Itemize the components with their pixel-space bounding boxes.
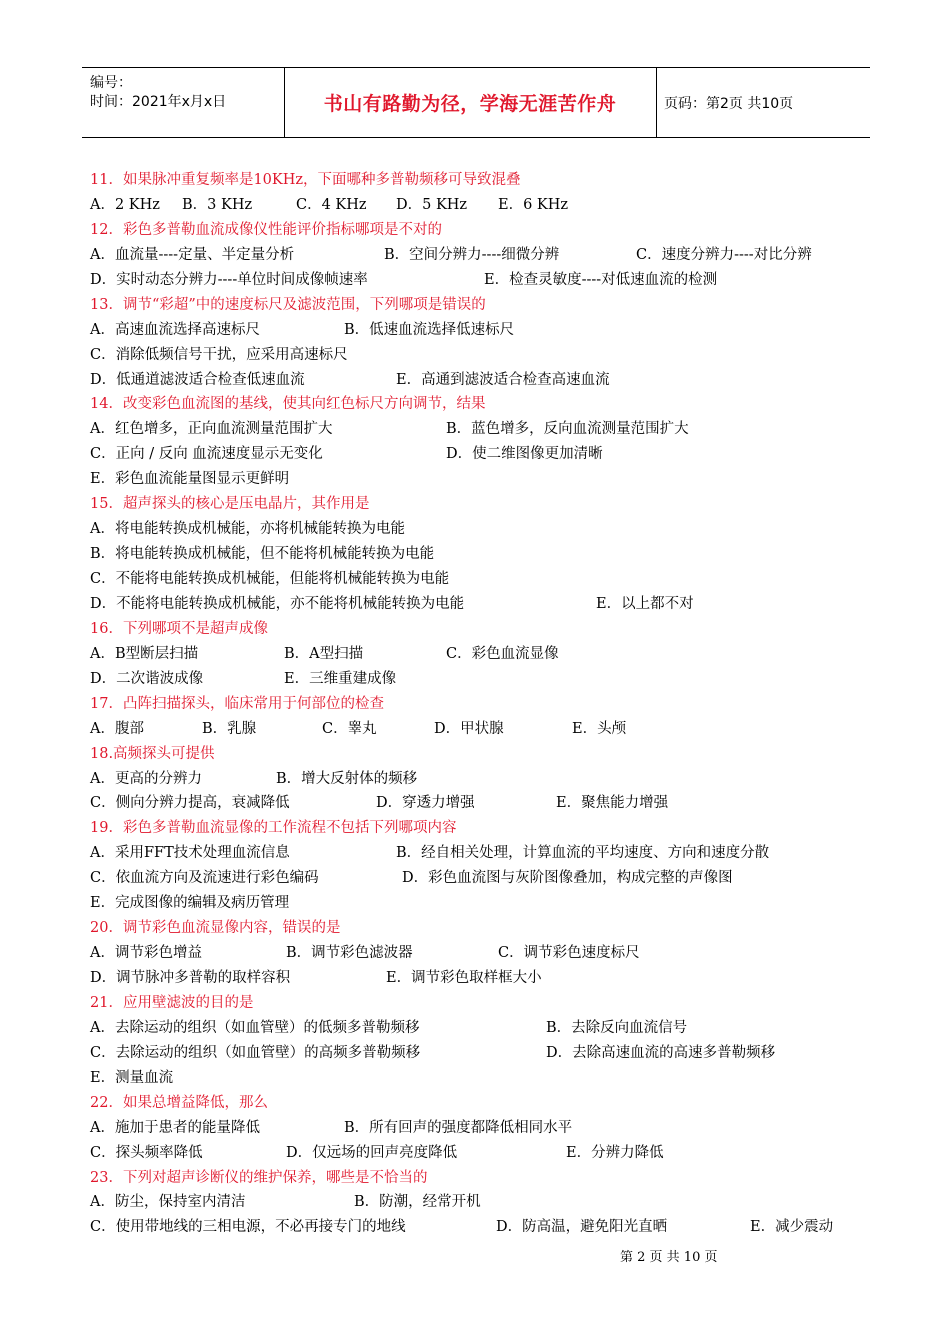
option-line [90, 442, 870, 467]
option-text: A．采用FFT技术处理血流信息 [90, 845, 290, 862]
option-text: B．经自相关处理，计算血流的平均速度、方向和速度分散 [396, 845, 770, 862]
question-text: 21．应用壁滤波的目的是 [90, 994, 254, 1011]
question-text: 19．彩色多普勒血流显像的工作流程不包括下列哪项内容 [90, 820, 457, 837]
option-text: B．3 KHz [182, 196, 253, 213]
option-line [90, 1066, 870, 1091]
option-text: B．所有回声的强度都降低相同水平 [344, 1119, 573, 1136]
option-text: B．空间分辨力----细微分辨 [384, 246, 560, 263]
option-text: A．血流量----定量、半定量分析 [90, 246, 295, 263]
question-line [90, 218, 870, 243]
option-line [90, 318, 870, 343]
question-text: 11．如果脉冲重复频率是10KHz，下面哪种多普勒频移可导致混叠 [90, 172, 521, 188]
option-text: D．仅远场的回声亮度降低 [286, 1144, 458, 1161]
question-text: 14．改变彩色血流图的基线，使其向红色标尺方向调节，结果 [90, 396, 486, 413]
option-line [90, 791, 870, 816]
option-text: C．彩色血流显像 [446, 645, 559, 662]
option-text: D．不能将电能转换成机械能，亦不能将机械能转换为电能 [90, 595, 465, 612]
option-text: A．去除运动的组织（如血管壁）的低频多普勒频移 [90, 1019, 420, 1036]
option-line [90, 891, 870, 916]
option-text: A．B型断层扫描 [90, 645, 199, 662]
question-text: 12．彩色多普勒血流成像仪性能评价指标哪项是不对的 [90, 221, 442, 238]
option-text: D．穿透力增强 [376, 795, 475, 812]
option-text: D．5 KHz [396, 196, 468, 213]
option-text: A．施加于患者的能量降低 [90, 1119, 260, 1136]
option-line [90, 717, 870, 742]
option-text: B．增大反射体的频移 [276, 770, 418, 787]
date-label: 时间：2021年x月x日 [90, 94, 227, 110]
option-line [90, 941, 870, 966]
option-line [90, 642, 870, 667]
option-text: D．防高温，避免阳光直晒 [496, 1219, 668, 1236]
option-text: A．调节彩色增益 [90, 945, 202, 962]
option-line [90, 841, 870, 866]
option-text: D．调节脉冲多普勒的取样容积 [90, 970, 291, 986]
option-line [90, 1041, 870, 1066]
header-page-info: 页码：第2页 共10页 [664, 95, 794, 112]
number-label: 编号： [90, 75, 132, 91]
option-text: C．调节彩色速度标尺 [498, 945, 640, 962]
option-text: A．防尘，保持室内清洁 [90, 1194, 246, 1211]
question-line [90, 293, 870, 318]
option-text: B．防潮，经常开机 [354, 1194, 481, 1211]
question-text: 15．超声探头的核心是压电晶片，其作用是 [90, 496, 370, 513]
option-text: D．彩色血流图与灰阶图像叠加，构成完整的声像图 [402, 870, 733, 887]
option-text: E．彩色血流能量图显示更鲜明 [90, 471, 290, 488]
question-line [90, 617, 870, 642]
option-text: E．三维重建成像 [284, 670, 397, 687]
option-text: E．分辨力降低 [566, 1144, 664, 1161]
option-line [90, 542, 870, 567]
question-line [90, 692, 870, 717]
option-text: B．去除反向血流信号 [546, 1019, 688, 1036]
question-line [90, 816, 870, 841]
option-text: E．6 KHz [498, 196, 569, 213]
option-line [90, 368, 870, 393]
option-line [90, 567, 870, 592]
question-text: 22．如果总增益降低，那么 [90, 1094, 268, 1111]
page-footer: 第 2 页 共 10 页 [620, 1250, 718, 1265]
option-line [90, 268, 870, 293]
header-meta [90, 74, 226, 112]
option-text: E．测量血流 [90, 1069, 174, 1086]
option-text: C．去除运动的组织（如血管壁）的高频多普勒频移 [90, 1044, 421, 1061]
option-line [90, 1141, 870, 1166]
option-text: A．将电能转换成机械能，亦将机械能转换为电能 [90, 521, 405, 538]
option-text: C．不能将电能转换成机械能，但能将机械能转换为电能 [90, 571, 450, 587]
question-line [90, 168, 870, 193]
option-text: C．睾丸 [322, 720, 377, 737]
question-text: 18.高频探头可提供 [90, 745, 215, 762]
option-text: B．将电能转换成机械能，但不能将机械能转换为电能 [90, 546, 435, 563]
option-line [90, 517, 870, 542]
option-text: D．二次谐波成像 [90, 670, 204, 687]
question-line [90, 492, 870, 517]
question-text: 13．调节“彩超”中的速度标尺及滤波范围，下列哪项是错误的 [90, 296, 486, 313]
option-text: A．红色增多，正向血流测量范围扩大 [90, 421, 333, 438]
question-list [90, 168, 870, 1240]
option-line [90, 417, 870, 442]
option-text: A．高速血流选择高速标尺 [90, 321, 260, 338]
option-text: E．高通到滤波适合检查高速血流 [396, 371, 610, 388]
option-text: B．A型扫描 [284, 645, 364, 662]
option-text: B．蓝色增多，反向血流测量范围扩大 [446, 421, 689, 438]
header-divider [656, 68, 657, 137]
question-text: 16．下列哪项不是超声成像 [90, 620, 268, 637]
option-line [90, 667, 870, 692]
option-line [90, 592, 870, 617]
option-line [90, 193, 870, 218]
option-text: E．调节彩色取样框大小 [386, 970, 542, 986]
header-motto: 书山有路勤为径，学海无涯苦作舟 [323, 93, 617, 115]
option-text: E．头颅 [572, 720, 627, 737]
option-text: E．完成图像的编辑及病历管理 [90, 895, 290, 912]
question-line [90, 1166, 870, 1191]
option-text: C．速度分辨力----对比分辨 [636, 246, 812, 263]
option-text: D．低通道滤波适合检查低速血流 [90, 371, 305, 388]
question-text: 20．调节彩色血流显像内容，错误的是 [90, 920, 341, 937]
option-line [90, 1190, 870, 1215]
option-text: D．甲状腺 [434, 720, 504, 737]
option-line [90, 1116, 870, 1141]
question-line [90, 1091, 870, 1116]
option-line [90, 866, 870, 891]
question-line [90, 916, 870, 941]
option-text: A．更高的分辨力 [90, 770, 202, 787]
option-line [90, 966, 870, 991]
option-text: B．调节彩色滤波器 [286, 945, 413, 962]
question-line [90, 392, 870, 417]
option-line [90, 467, 870, 492]
question-line [90, 991, 870, 1016]
option-line [90, 767, 870, 792]
question-line [90, 742, 870, 767]
page-header [82, 67, 870, 138]
option-text: B．乳腺 [202, 720, 257, 737]
option-text: C．消除低频信号干扰，应采用高速标尺 [90, 346, 348, 363]
option-text: C．使用带地线的三相电源，不必再接专门的地线 [90, 1219, 406, 1236]
option-text: E．检查灵敏度----对低速血流的检测 [484, 271, 718, 288]
option-text: C．依血流方向及流速进行彩色编码 [90, 870, 319, 887]
option-text: D．实时动态分辨力----单位时间成像帧速率 [90, 271, 368, 288]
question-text: 17．凸阵扫描探头，临床常用于何部位的检查 [90, 695, 384, 712]
option-text: C．正向 / 反向 血流速度显示无变化 [90, 446, 323, 463]
option-line [90, 243, 870, 268]
option-text: C．侧向分辨力提高，衰减降低 [90, 795, 290, 812]
question-text: 23．下列对超声诊断仪的维护保养，哪些是不恰当的 [90, 1169, 428, 1186]
option-text: C．探头频率降低 [90, 1144, 203, 1161]
option-text: E．聚焦能力增强 [556, 795, 669, 812]
option-text: D．使二维图像更加清晰 [446, 446, 603, 463]
option-text: B．低速血流选择低速标尺 [344, 321, 515, 338]
option-line [90, 343, 870, 368]
option-text: A．2 KHz [90, 196, 160, 213]
option-text: C．4 KHz [296, 196, 367, 213]
option-text: A．腹部 [90, 720, 144, 737]
option-text: E．减少震动 [750, 1219, 834, 1236]
option-line [90, 1215, 870, 1240]
option-text: E．以上都不对 [596, 595, 694, 612]
option-line [90, 1016, 870, 1041]
option-text: D．去除高速血流的高速多普勒频移 [546, 1044, 776, 1061]
